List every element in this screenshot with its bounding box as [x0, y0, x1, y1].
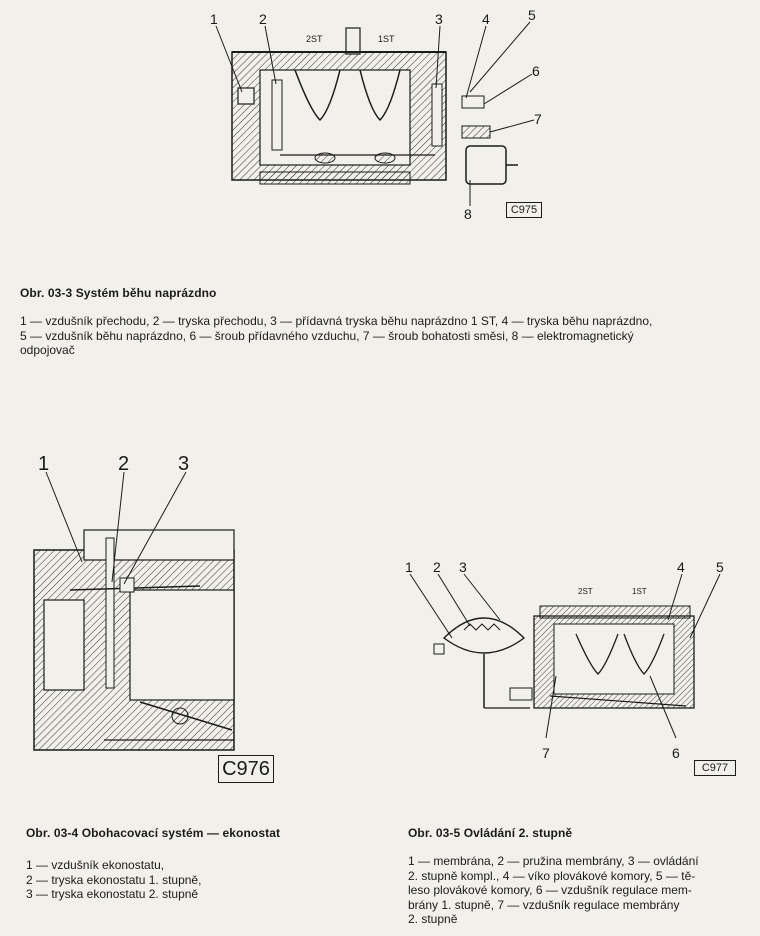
label-3: 3 [435, 11, 443, 27]
caption-line: 1 — vzdušník ekonostatu, [26, 858, 165, 872]
label-3: 3 [459, 559, 467, 575]
label-5: 5 [716, 559, 724, 575]
caption-body-03-4 [26, 858, 201, 902]
caption-line: brány 1. stupně, 7 — vzdušník regulace membrány [408, 897, 680, 912]
label-4: 4 [482, 11, 490, 27]
stage-1-label: 1ST [632, 587, 647, 596]
figure-enrichment-system [20, 450, 300, 790]
label-4: 4 [677, 559, 685, 575]
label-1: 1 [405, 559, 413, 575]
caption-line: 2. stupně [408, 912, 458, 926]
label-7: 7 [534, 111, 542, 127]
caption-line: 1 — membrána, 2 — pružina membrány, 3 — ovládání [408, 854, 699, 868]
figure-idle-system [200, 0, 560, 225]
caption-line: 3 — tryska ekonostatu 2. stupně [26, 887, 199, 901]
label-3: 3 [178, 453, 190, 475]
figure-second-stage-control [400, 556, 740, 766]
caption-title-03-5: Obr. 03-5 Ovládání 2. stupně [408, 826, 573, 840]
label-5: 5 [528, 7, 536, 23]
label-2: 2 [259, 11, 267, 27]
stage-2-label: 2ST [306, 34, 323, 44]
stage-2-label: 2ST [578, 587, 593, 596]
caption-title-03-4: Obr. 03-4 Obohacovací systém — ekonostat [26, 826, 281, 840]
stage-1-label: 1ST [378, 34, 395, 44]
caption-line: odpojovač [20, 343, 75, 357]
caption-body-03-3 [20, 314, 652, 358]
label-2: 2 [433, 559, 441, 575]
label-7: 7 [542, 745, 550, 761]
caption-body-03-5 [408, 854, 699, 927]
caption-title-03-3: Obr. 03-3 Systém běhu naprázdno [20, 286, 217, 300]
caption-line: 2 — tryska ekonostatu 1. stupně, [26, 872, 202, 887]
figure-code-c976: C976 [218, 755, 274, 783]
caption-line: 1 — vzdušník přechodu, 2 — tryska přechodu, 3 — přídavná tryska běhu naprázdno 1 ST, 4 — tryska běhu naprázdno, [20, 314, 653, 328]
label-6: 6 [532, 63, 540, 79]
label-1: 1 [210, 11, 218, 27]
label-8: 8 [464, 206, 472, 222]
idle-system-drawing [200, 0, 560, 225]
caption-line: 5 — vzdušník běhu naprázdno, 6 — šroub přídavného vzduchu, 7 — šroub bohatosti směsi, 8 — elektromagnetický [20, 328, 634, 343]
figure-code-c977: C977 [694, 760, 736, 776]
caption-line: leso plovákové komory, 6 — vzdušník regulace mem- [408, 883, 692, 897]
caption-line: 2. stupně kompl., 4 — víko plovákové komory, 5 — tě- [408, 868, 696, 883]
second-stage-drawing [400, 556, 740, 766]
label-1: 1 [38, 453, 50, 475]
label-2: 2 [118, 453, 130, 475]
figure-code-c975: C975 [506, 202, 542, 218]
label-6: 6 [672, 745, 680, 761]
enrichment-system-drawing [20, 450, 300, 790]
